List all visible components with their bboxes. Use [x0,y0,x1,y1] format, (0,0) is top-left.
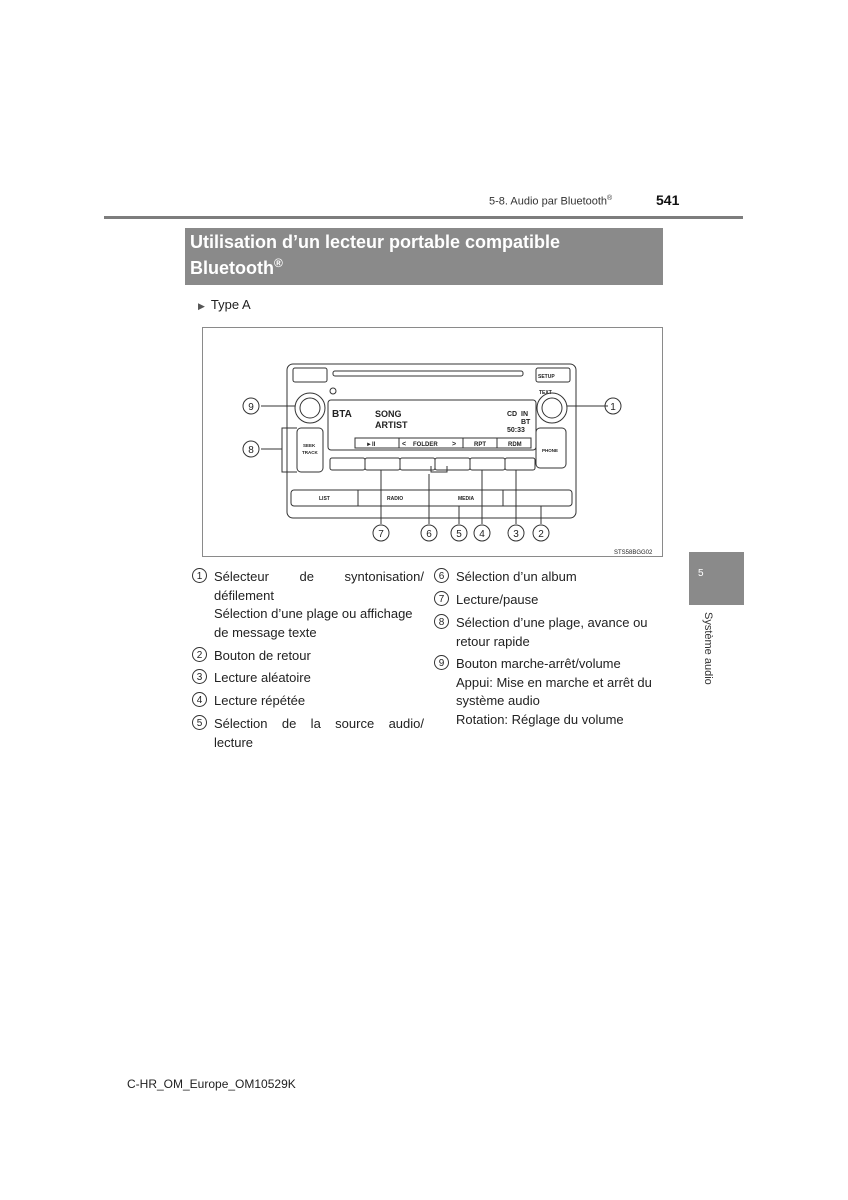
radio-button-label: RADIO [387,496,404,502]
item-number-badge: 1 [192,568,207,583]
display-source: BTA [332,409,352,420]
item-number-badge: 2 [192,647,207,662]
item-number-badge: 9 [434,655,449,670]
item-number-badge: 3 [192,669,207,684]
chapter-tab-number: 5 [698,568,704,579]
item-number-badge: 7 [434,591,449,606]
media-button-label: MEDIA [458,496,475,502]
section-title-line2: Bluetooth® [190,256,283,278]
display-time: 50:33 [507,427,525,434]
folder-key: FOLDER [413,442,438,448]
callout-2: 2 [538,529,544,540]
callout-7: 7 [378,529,384,540]
list-item: 6 Sélection d’un album [434,568,666,587]
item-number-badge: 8 [434,614,449,629]
list-item: 9 Bouton marche-arrêt/volume Appui: Mise en marche et arrêt du système audio Rotation: Réglage du volume [434,655,666,729]
list-item: 5 Sélection de la source audio/ lecture [192,715,424,752]
item-number-badge: 5 [192,715,207,730]
section-title [185,228,663,285]
list-item: 3 Lecture aléatoire [192,669,424,688]
list-item: 4 Lecture répétée [192,692,424,711]
callout-3: 3 [513,529,519,540]
audio-unit-illustration [203,328,662,556]
page-number: 541 [656,192,680,208]
list-item: 1 Sélecteur de syntonisation/ défilement Sélection d’une plage ou affichage de message texte [192,568,424,642]
display-cd: CD [507,411,518,418]
phone-label: PHONE [542,448,559,453]
running-header-section: 5-8. Audio par Bluetooth® [489,195,613,208]
header-rule [104,216,743,219]
callout-5: 5 [456,529,462,540]
text-label: TEXT [539,390,552,396]
callout-4: 4 [479,529,485,540]
list-button-label: LIST [319,496,330,502]
list-item: 2 Bouton de retour [192,647,424,666]
callout-8: 8 [248,445,254,456]
folder-next-key: > [452,441,457,448]
audio-unit-figure [202,327,663,557]
item-number-badge: 6 [434,568,449,583]
figure-code: STS58BGG02 [614,550,653,556]
display-bt: BT [521,419,531,426]
callout-6: 6 [426,529,432,540]
display-song: SONG [375,409,402,419]
list-item: 7 Lecture/pause [434,591,666,610]
play-pause-key: ►II [366,442,376,448]
section-title-line1: Utilisation d’un lecteur portable compatible [190,232,561,252]
display-artist: ARTIST [375,420,408,430]
track-label: TRACK [302,450,318,455]
item-number-badge: 4 [192,692,207,707]
callout-9: 9 [248,402,254,413]
list-item: 8 Sélection d’une plage, avance ou retour rapide [434,614,666,651]
callout-1: 1 [610,402,616,413]
setup-label: SETUP [538,374,555,380]
folder-prev-key: < [402,441,407,448]
rpt-key: RPT [474,442,486,448]
seek-label: SEEK [303,443,316,448]
chapter-tab-label: Système audio [702,612,714,685]
triangle-bullet-icon: ▶ [198,301,205,311]
subtype-heading: ▶ Type A [198,297,251,312]
display-in: IN [521,411,528,418]
document-footer-code: C-HR_OM_Europe_OM10529K [127,1077,296,1091]
rdm-key: RDM [508,442,522,448]
